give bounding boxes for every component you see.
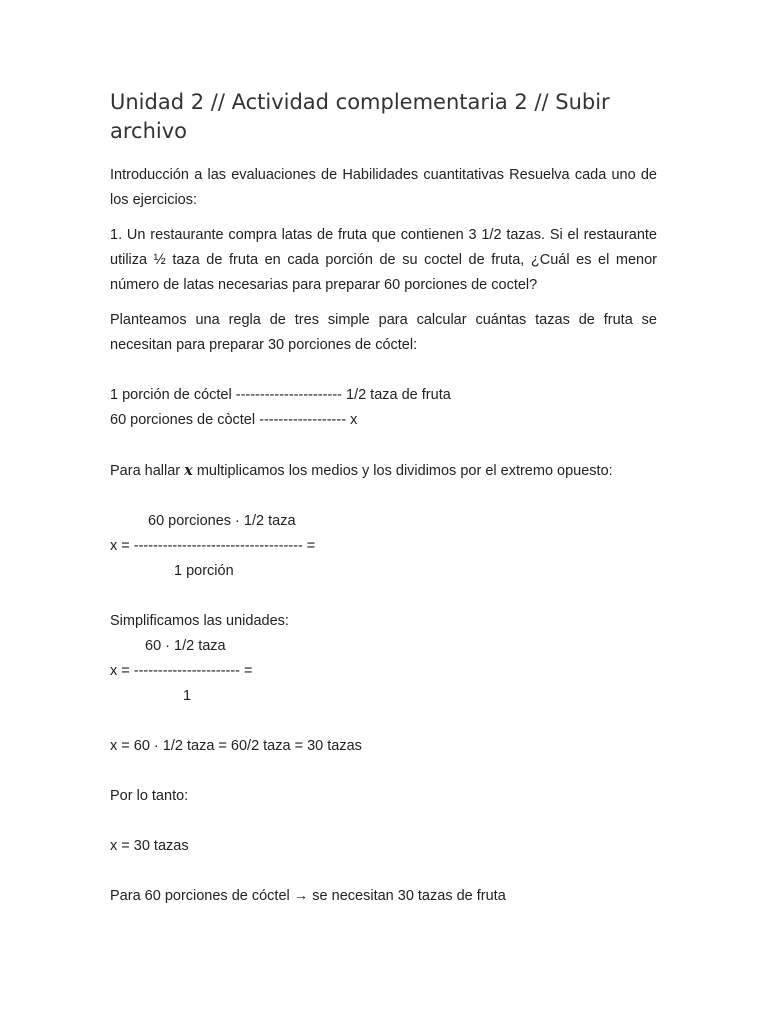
fraction-2-bar: x = ---------------------- = [110,663,253,679]
result-line: x = 60 · 1/2 taza = 60/2 taza = 30 tazas [110,738,362,754]
rule-of-three-line-1: 1 porción de cóctel ---------------------- 1/2 taza de fruta [110,387,451,403]
final-answer-line: Para 60 porciones de cóctel → se necesitan 30 tazas de fruta [110,888,506,904]
hallar-suffix: multiplicamos los medios y los dividimos por el extremo opuesto: [192,463,613,479]
hallar-line [110,458,657,484]
variable-x: x [184,462,193,479]
hallar-prefix: Para hallar [110,463,185,479]
por-lo-tanto-line: Por lo tanto: [110,788,189,804]
document-page [110,88,657,909]
question-1-paragraph: 1. Un restaurante compra latas de fruta que contienen 3 1/2 tazas. Si el restaurante utiliza ½ taza de fruta en cada porción de su coctel de fruta, ¿Cuál es el menor número de latas necesarias para preparar 60 porciones de coctel? [110,227,657,293]
rule-of-three-line-2: 60 porciones de còctel ------------------ x [110,412,358,428]
fraction-2-numerator: 60 · 1/2 taza [145,638,226,654]
simplify-heading: Simplificamos las unidades: [110,613,289,629]
planteamos-paragraph: Planteamos una regla de tres simple para calcular cuántas tazas de fruta se necesitan para preparar 30 porciones de cóctel: [110,312,657,353]
x-equals-line: x = 30 tazas [110,838,189,854]
document-title: Unidad 2 // Actividad complementaria 2 // Subir archivo [110,90,610,143]
intro-paragraph: Introducción a las evaluaciones de Habilidades cuantitativas Resuelva cada uno de los ejercicios: [110,167,657,208]
fraction-1-bar: x = ----------------------------------- = [110,538,316,554]
fraction-1-numerator: 60 porciones · 1/2 taza [148,513,296,529]
fraction-1-denominator: 1 porción [174,563,234,579]
fraction-2-denominator: 1 [183,688,192,704]
